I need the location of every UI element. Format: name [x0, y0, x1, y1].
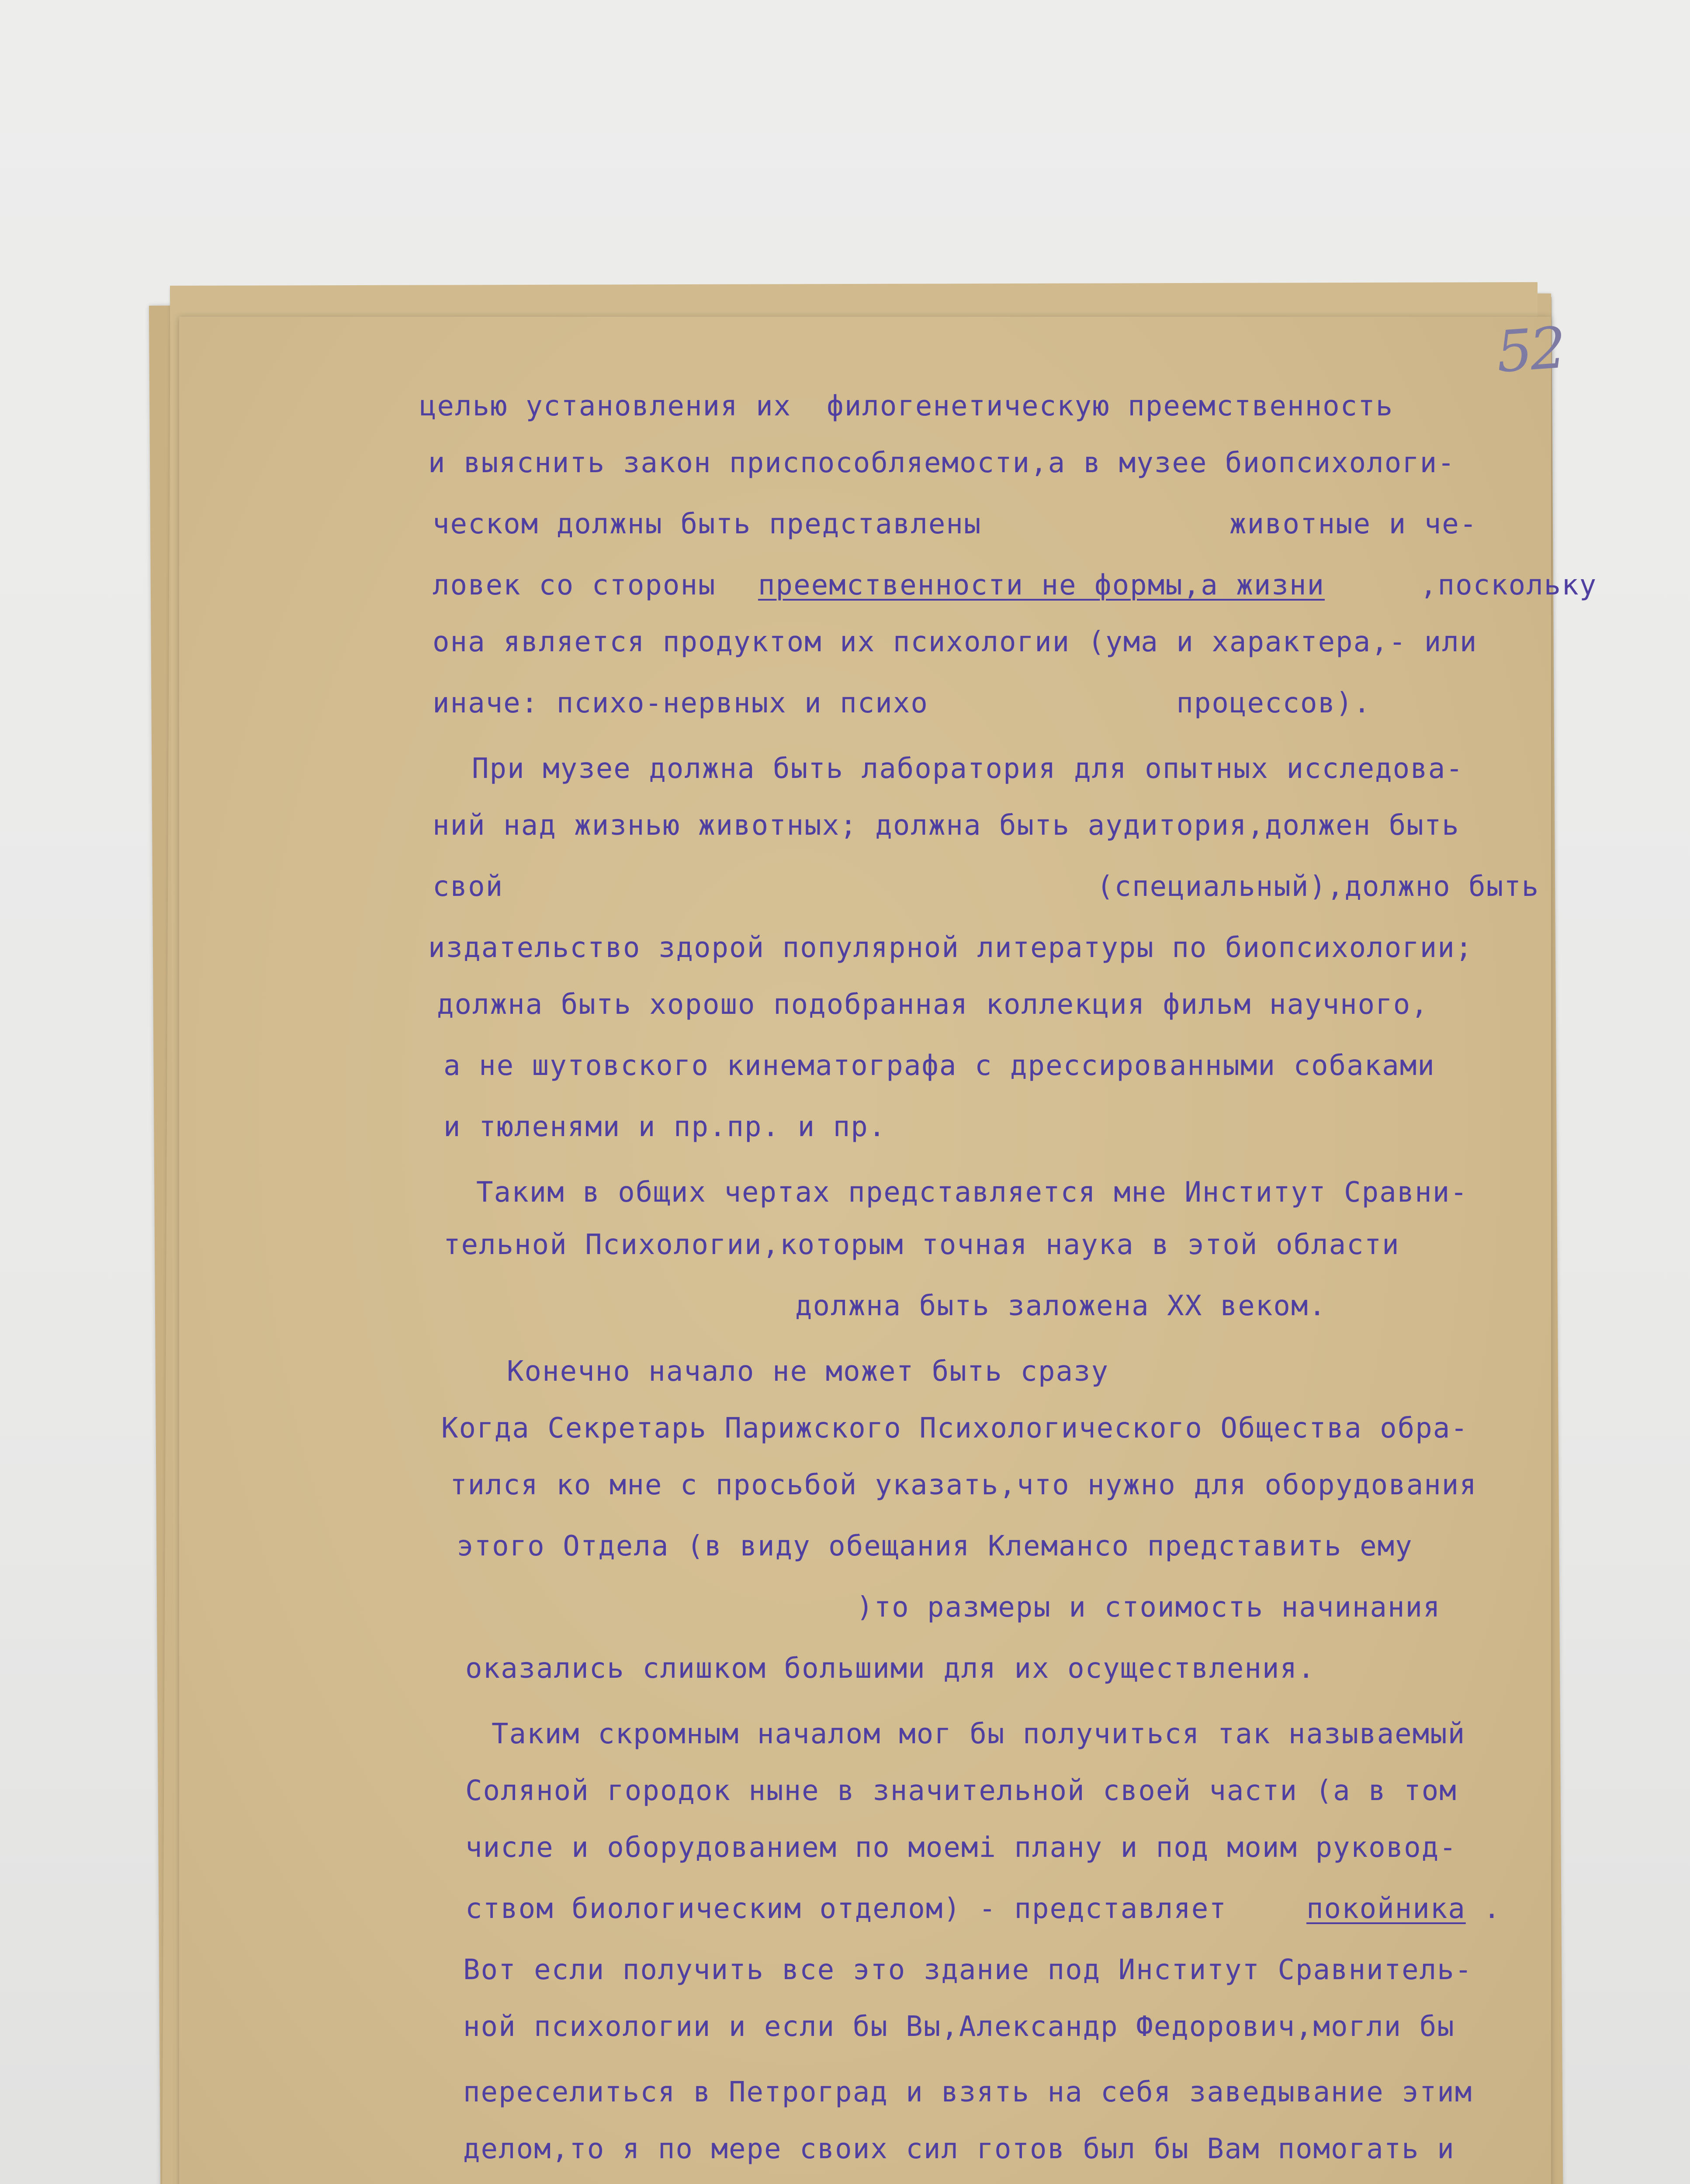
text-line: а не шутовского кинематографа с дрессированными собаками [443, 1050, 1435, 1082]
text-line: она является продуктом их психологии (ума и характера,- или [433, 626, 1478, 658]
text-line: Конечно начало не может быть сразу [507, 1355, 1109, 1388]
text-line: Вот если получить все это здание под Институт Сравнитель- [463, 1954, 1473, 1986]
text-line: тился ко мне с просьбой указать,что нужно для оборудования [450, 1469, 1477, 1501]
text-line: иначе: психо-нервных и психо процессов). [433, 687, 1371, 719]
underlined-phrase: преемственности не формы,а жизни [758, 569, 1325, 601]
text-line: ,поскольку [1420, 569, 1597, 601]
text-line: ной психологии и если бы Вы,Александр Федорович,могли бы [463, 2011, 1455, 2043]
text-line: Соляной городок ныне в значительной своей части (а в том [465, 1775, 1457, 1807]
text-line: )то размеры и стоимость начинания [856, 1591, 1441, 1624]
text-line: ний над жизнью животных; должна быть аудитория,должен быть [433, 809, 1460, 842]
text-line: ческом должны быть представлены животные и че- [433, 508, 1478, 540]
underlined-word: покойника [1306, 1893, 1466, 1925]
text-line: тельной Психологии,которым точная наука в этой области [443, 1229, 1400, 1261]
text-line: ством биологическим отделом) - представляет [465, 1893, 1245, 1925]
folio-number: 52 [1494, 314, 1566, 386]
text-line: Когда Секретарь Парижского Психологического Общества обра- [441, 1412, 1468, 1444]
text-line: ловек со стороны [433, 569, 734, 601]
text-line: Таким скромным началом мог бы получиться так называемый [492, 1718, 1466, 1750]
text-line: (специальный),должно быть [1097, 871, 1540, 903]
text-line: должна быть заложена ХХ веком. [795, 1290, 1326, 1322]
text-line: целью установления их филогенетическую преемственность [419, 390, 1394, 422]
text-line: оказались слишком большими для их осуществления. [465, 1652, 1316, 1685]
text-line: и тюленями и пр.пр. и пр. [443, 1111, 887, 1143]
text-line: должна быть хорошо подобранная коллекция фильм научного, [437, 988, 1429, 1021]
text-line: При музее должна быть лаборатория для опытных исследова- [472, 753, 1464, 785]
text-line: издательство здорой популярной литературы по биопсихологии; [428, 932, 1473, 964]
text-line: переселиться в Петроград и взять на себя заведывание этим [463, 2076, 1473, 2108]
text-line: . [1483, 1893, 1501, 1925]
text-line: Таким в общих чертах представляется мне Институт Сравни- [476, 1176, 1468, 1209]
text-line: числе и оборудованием по моемі плану и под моим руковод- [465, 1832, 1457, 1864]
text-line: этого Отдела (в виду обещания Клемансо представить ему [457, 1530, 1413, 1562]
text-line: и выяснить закон приспособляемости,а в музее биопсихологи- [428, 447, 1455, 479]
text-line: свой [433, 871, 504, 903]
text-line: делом,то я по мере своих сил готов был бы Вам помогать и [463, 2133, 1455, 2165]
